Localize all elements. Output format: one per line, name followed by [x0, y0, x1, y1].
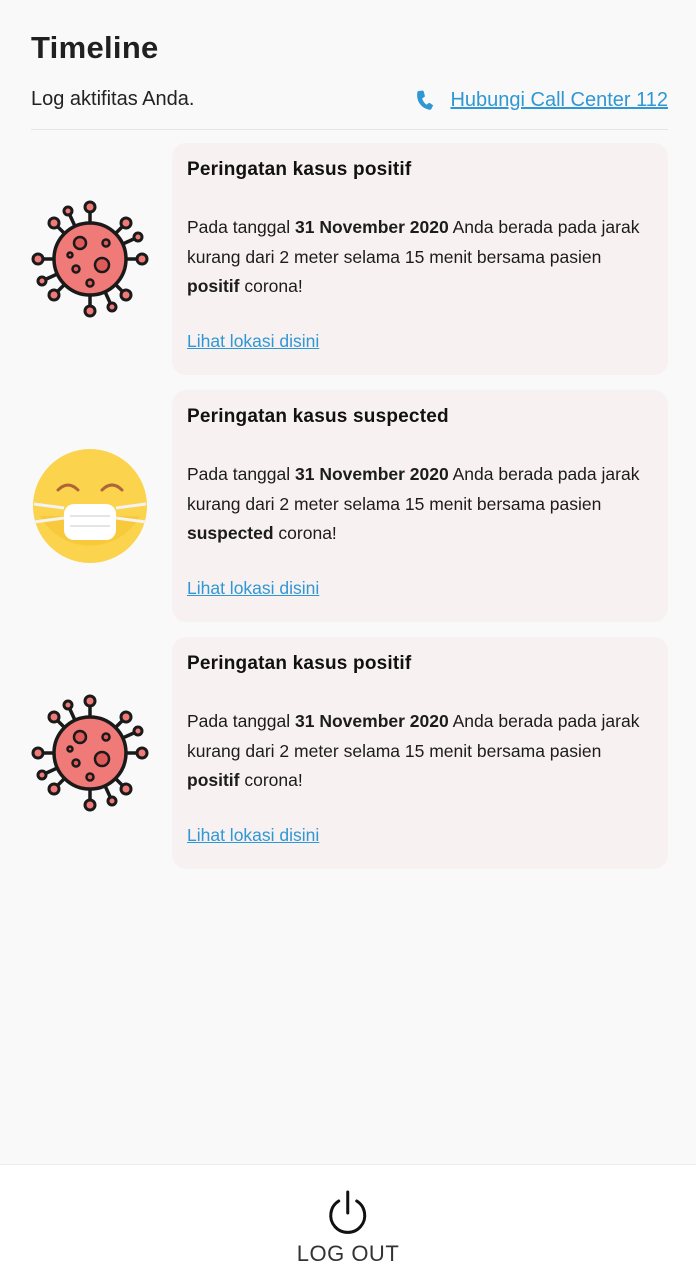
timeline-card — [172, 637, 668, 869]
view-location-link[interactable]: Lihat lokasi disini — [187, 578, 320, 598]
header-divider — [31, 129, 668, 130]
card-title: Peringatan kasus suspected — [187, 406, 449, 427]
logout-label: LOG OUT — [296, 1241, 400, 1266]
card-date: 31 November 2020 — [295, 217, 449, 237]
power-icon — [326, 1189, 370, 1237]
virus-icon — [30, 199, 150, 319]
logout-button[interactable] — [297, 1189, 400, 1267]
card-status: positif — [187, 276, 240, 296]
card-text: Pada tanggal 31 November 2020 Anda berada pada jarak kurang dari 2 meter selama 15 menit bersama pasien suspected corona! — [187, 464, 640, 543]
timeline-item — [0, 637, 696, 869]
card-text: Pada tanggal 31 November 2020 Anda berada pada jarak kurang dari 2 meter selama 15 menit bersama pasien positif corona! — [187, 711, 640, 790]
timeline-item — [0, 143, 696, 375]
timeline-item — [0, 390, 696, 622]
virus-icon — [30, 693, 150, 813]
call-center-link[interactable] — [412, 87, 668, 113]
phone-icon — [412, 87, 438, 113]
card-date: 31 November 2020 — [295, 464, 449, 484]
timeline-card — [172, 143, 668, 375]
card-title: Peringatan kasus positif — [187, 159, 412, 180]
view-location-link[interactable]: Lihat lokasi disini — [187, 825, 320, 845]
card-status: positif — [187, 770, 240, 790]
view-location-link[interactable]: Lihat lokasi disini — [187, 331, 320, 351]
bottom-bar — [0, 1164, 696, 1280]
masked-face-icon — [30, 446, 150, 566]
call-center-label: Hubungi Call Center 112 — [450, 88, 668, 111]
card-status: suspected — [187, 523, 274, 543]
timeline-card — [172, 390, 668, 622]
card-text: Pada tanggal 31 November 2020 Anda berada pada jarak kurang dari 2 meter selama 15 menit bersama pasien positif corona! — [187, 217, 640, 296]
card-title: Peringatan kasus positif — [187, 653, 412, 674]
card-date: 31 November 2020 — [295, 711, 449, 731]
page-title: Timeline — [31, 30, 159, 65]
page-subtitle: Log aktifitas Anda. — [31, 88, 195, 110]
